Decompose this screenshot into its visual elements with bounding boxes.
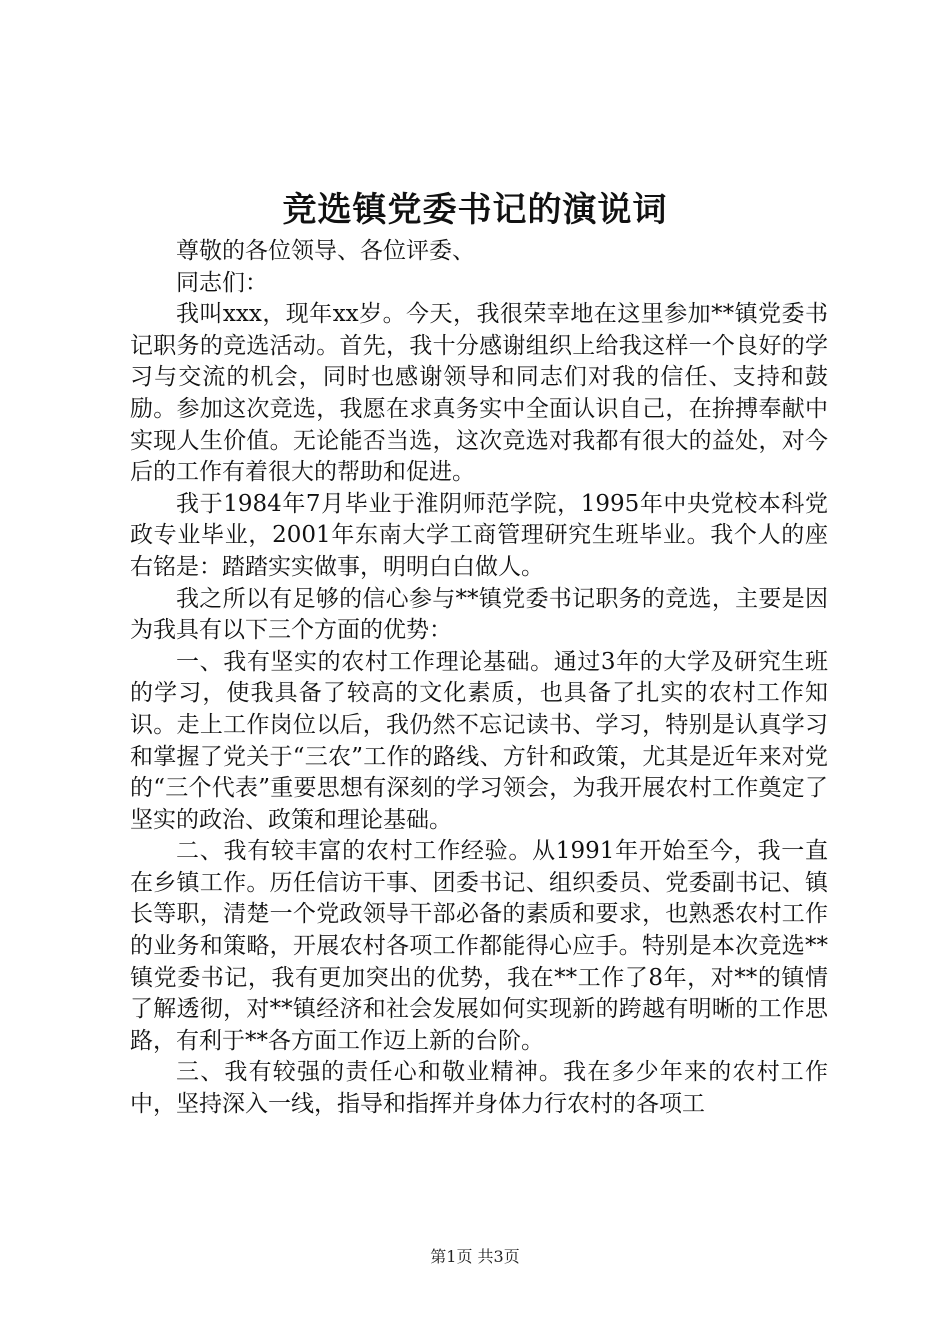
paragraph-introduction: 我叫xxx，现年xx岁。今天，我很荣幸地在这里参加**镇党委书记职务的竞选活动。首先，我十分感谢组织上给我这样一个良好的学习与交流的机会，同时也感谢领导和同志们对我的信任、支持和鼓励。参加这次竞选，我愿在求真务实中全面认识自己，在拚搏奉献中实现人生价值。无论能否当选，这次竞选对我都有很大的益处，对今后的工作有着很大的帮助和促进。 [130,301,828,486]
salutation-line-1: 尊敬的各位领导、各位评委、 [176,238,475,264]
document-body [130,236,828,1121]
page-footer: 第1页 共3页 [430,1247,520,1266]
paragraph-advantages-intro: 我之所以有足够的信心参与**镇党委书记职务的竞选，主要是因为我具有以下三个方面的优势： [130,585,828,644]
paragraph-advantage-three: 三、我有较强的责任心和敬业精神。我在多少年来的农村工作中，坚持深入一线，指导和指挥并身体力行农村的各项工 [130,1059,828,1118]
document-title: 竞选镇党委书记的演说词 [282,190,668,230]
paragraph-advantage-two: 二、我有较丰富的农村工作经验。从1991年开始至今，我一直在乡镇工作。历任信访干事、团委书记、组织委员、党委副书记、镇长等职，清楚一个党政领导干部必备的素质和要求，也熟悉农村工作的业务和策略，开展农村各项工作都能得心应手。特别是本次竞选**镇党委书记，我有更加突出的优势，我在**工作了8年，对**的镇情了解透彻，对**镇经济和社会发展如何实现新的跨越有明晰的工作思路，有利于**各方面工作迈上新的台阶。 [130,838,828,1054]
paragraph-education: 我于1984年7月毕业于淮阴师范学院，1995年中央党校本科党政专业毕业，2001年东南大学工商管理研究生班毕业。我个人的座右铭是：踏踏实实做事，明明白白做人。 [130,490,828,580]
paragraph-advantage-one: 一、我有坚实的农村工作理论基础。通过3年的大学及研究生班的学习，使我具备了较高的文化素质，也具备了扎实的农村工作知识。走上工作岗位以后，我仍然不忘记读书、学习，特别是认真学习和掌握了党关于“三农”工作的路线、方针和政策，尤其是近年来对党的“三个代表”重要思想有深刻的学习领会，为我开展农村工作奠定了坚实的政治、政策和理论基础。 [130,648,828,833]
salutation-line-2: 同志们： [176,269,268,296]
